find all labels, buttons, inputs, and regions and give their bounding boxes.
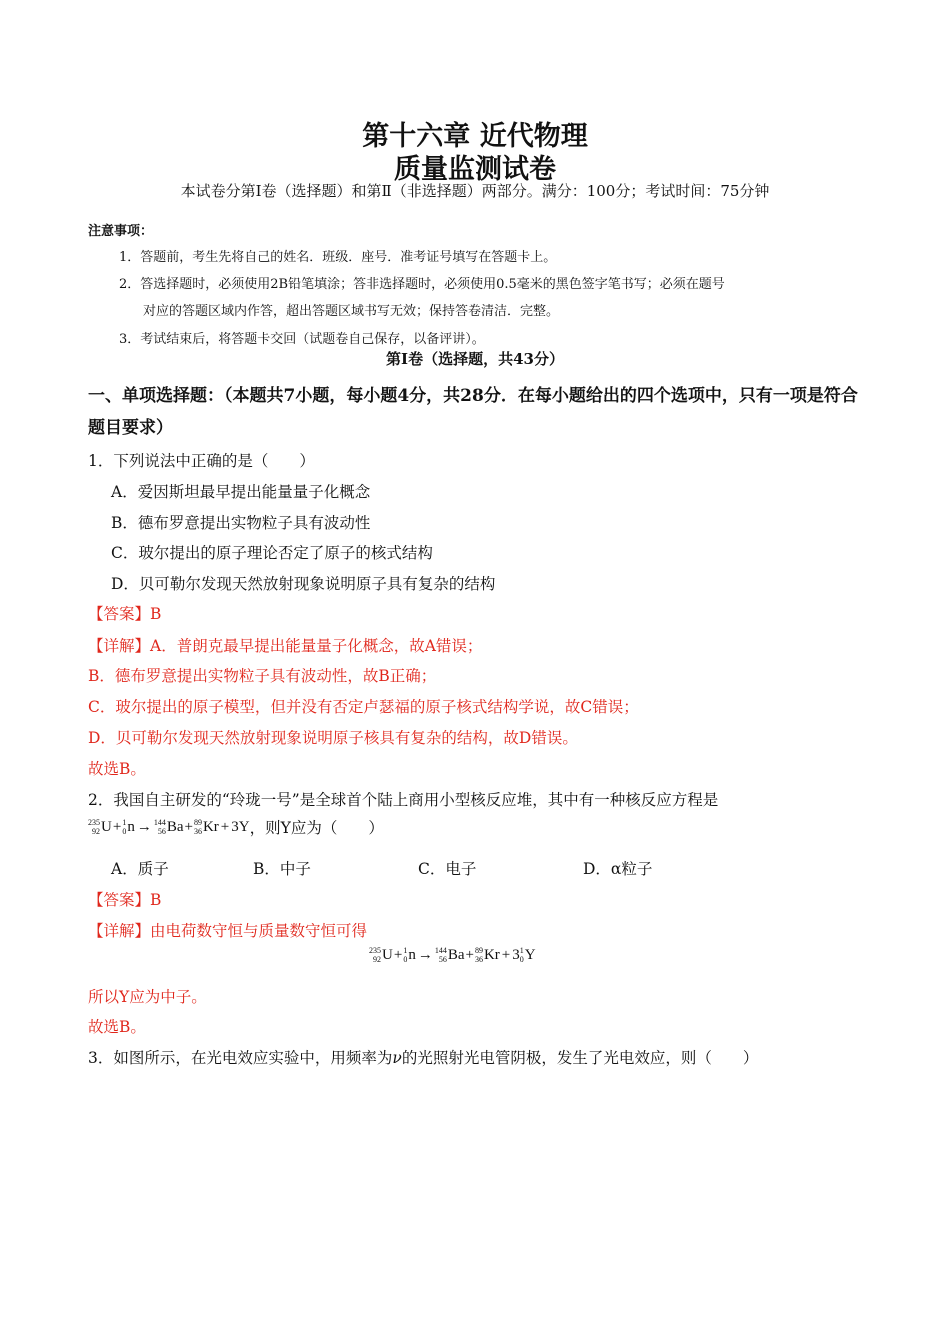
- detail-label: 【详解】: [88, 922, 151, 940]
- q2-solution-equation: 235 92 U + 1 0 n → 144 56 Ba + 89 36 Kr + 3 1 0 Y: [369, 946, 536, 964]
- q2-option-a: A．质子: [111, 860, 169, 878]
- answer-value: B: [150, 891, 162, 909]
- q1-detail-b: B．德布罗意提出实物粒子具有波动性，故B正确；: [88, 667, 437, 685]
- answer-label: 【答案】: [88, 605, 151, 623]
- q2-option-d: D．α粒子: [583, 860, 653, 878]
- q1-detail-a: [88, 634, 482, 656]
- part-heading: 一、单项选择题：（本题共7小题，每小题4分，共28分．在每小题给出的四个选项中，只有一项是符合题目要求）: [88, 386, 858, 438]
- note-item-2: 2．答选择题时，必须使用2B铅笔填涂；答非选择题时，必须使用0.5毫米的黑色签字笔书写；必须在题号: [119, 277, 725, 292]
- q2-equation-line: 235 92 U + 1 0 n → 144 56 Ba + 89 36 Kr + 3Y ，则Y应为（ ）: [88, 818, 384, 837]
- note-item-1: 1．答题前，考生先将自己的姓名．班级．座号．准考证号填写在答题卡上。: [119, 250, 557, 265]
- q3-stem: 3．如图所示，在光电效应实验中，用频率为ν的光照射光电管阴极，发生了光电效应，则（ ）: [88, 1049, 759, 1067]
- q1-detail-c: C．玻尔提出的原子模型，但并没有否定卢瑟福的原子核式结构学说，故C错误；: [88, 698, 639, 716]
- q1-stem: 1．下列说法中正确的是（ ）: [88, 452, 315, 470]
- q2-detail: [88, 919, 367, 941]
- note-item-2-cont: 对应的答题区域内作答，超出答题区域书写无效；保持答卷清洁．完整。: [143, 304, 560, 319]
- q1-option-c: C．玻尔提出的原子理论否定了原子的核式结构: [111, 544, 433, 562]
- q1-detail-d: D．贝可勒尔发现天然放射现象说明原子核具有复杂的结构，故D错误。: [88, 729, 578, 747]
- q2-stem-tail: ，则Y应为（ ）: [249, 819, 384, 837]
- q1-option-b: B．德布罗意提出实物粒子具有波动性: [111, 514, 371, 532]
- nuclide-ba144: 144 56 Ba: [434, 946, 465, 964]
- exam-title: 质量监测试卷: [394, 154, 556, 185]
- detail-text: 由电荷数守恒与质量数守恒可得: [150, 922, 368, 940]
- frequency-symbol: ν: [392, 1049, 402, 1067]
- nuclide-u235: 235 92 U: [88, 818, 112, 836]
- nuclide-u235: 235 92 U: [369, 946, 393, 964]
- q2-result: 所以Y应为中子。: [88, 988, 207, 1006]
- chapter-title: 第十六章 近代物理: [362, 121, 588, 152]
- q1-option-d: D．贝可勒尔发现天然放射现象说明原子具有复杂的结构: [111, 575, 496, 593]
- section-heading: 第Ⅰ卷（选择题，共43分）: [386, 350, 564, 368]
- notes-heading: 注意事项：: [88, 224, 154, 239]
- q1-option-a: A．爱因斯坦最早提出能量量子化概念: [111, 483, 371, 501]
- q2-option-b: B．中子: [253, 860, 311, 878]
- q1-conclusion: 故选B。: [88, 760, 146, 778]
- detail-label: 【详解】: [88, 637, 151, 655]
- nuclide-neutron: 1 0 n: [122, 818, 135, 836]
- nuclide-y: 3 1 0 Y: [512, 946, 536, 964]
- q1-answer: [88, 602, 161, 624]
- exam-info: 本试卷分第Ⅰ卷（选择题）和第Ⅱ（非选择题）两部分。满分：100分；考试时间：75分钟: [180, 182, 770, 200]
- answer-label: 【答案】: [88, 891, 151, 909]
- note-item-3: 3．考试结束后，将答题卡交回（试题卷自己保存，以备评讲）。: [119, 332, 485, 347]
- answer-value: B: [150, 605, 162, 623]
- q2-option-c: C．电子: [418, 860, 477, 878]
- detail-text: A．普朗克最早提出能量量子化概念，故A错误；: [150, 637, 483, 655]
- q2-answer: [88, 888, 161, 910]
- nuclide-ba144: 144 56 Ba: [153, 818, 184, 836]
- nuclide-kr89: 89 36 Kr: [193, 818, 219, 836]
- q2-conclusion: 故选B。: [88, 1018, 146, 1036]
- q2-stem: 2．我国自主研发的“玲珑一号”是全球首个陆上商用小型核反应堆，其中有一种核反应方程是: [88, 791, 719, 809]
- nuclide-kr89: 89 36 Kr: [474, 946, 500, 964]
- nuclide-neutron: 1 0 n: [403, 946, 416, 964]
